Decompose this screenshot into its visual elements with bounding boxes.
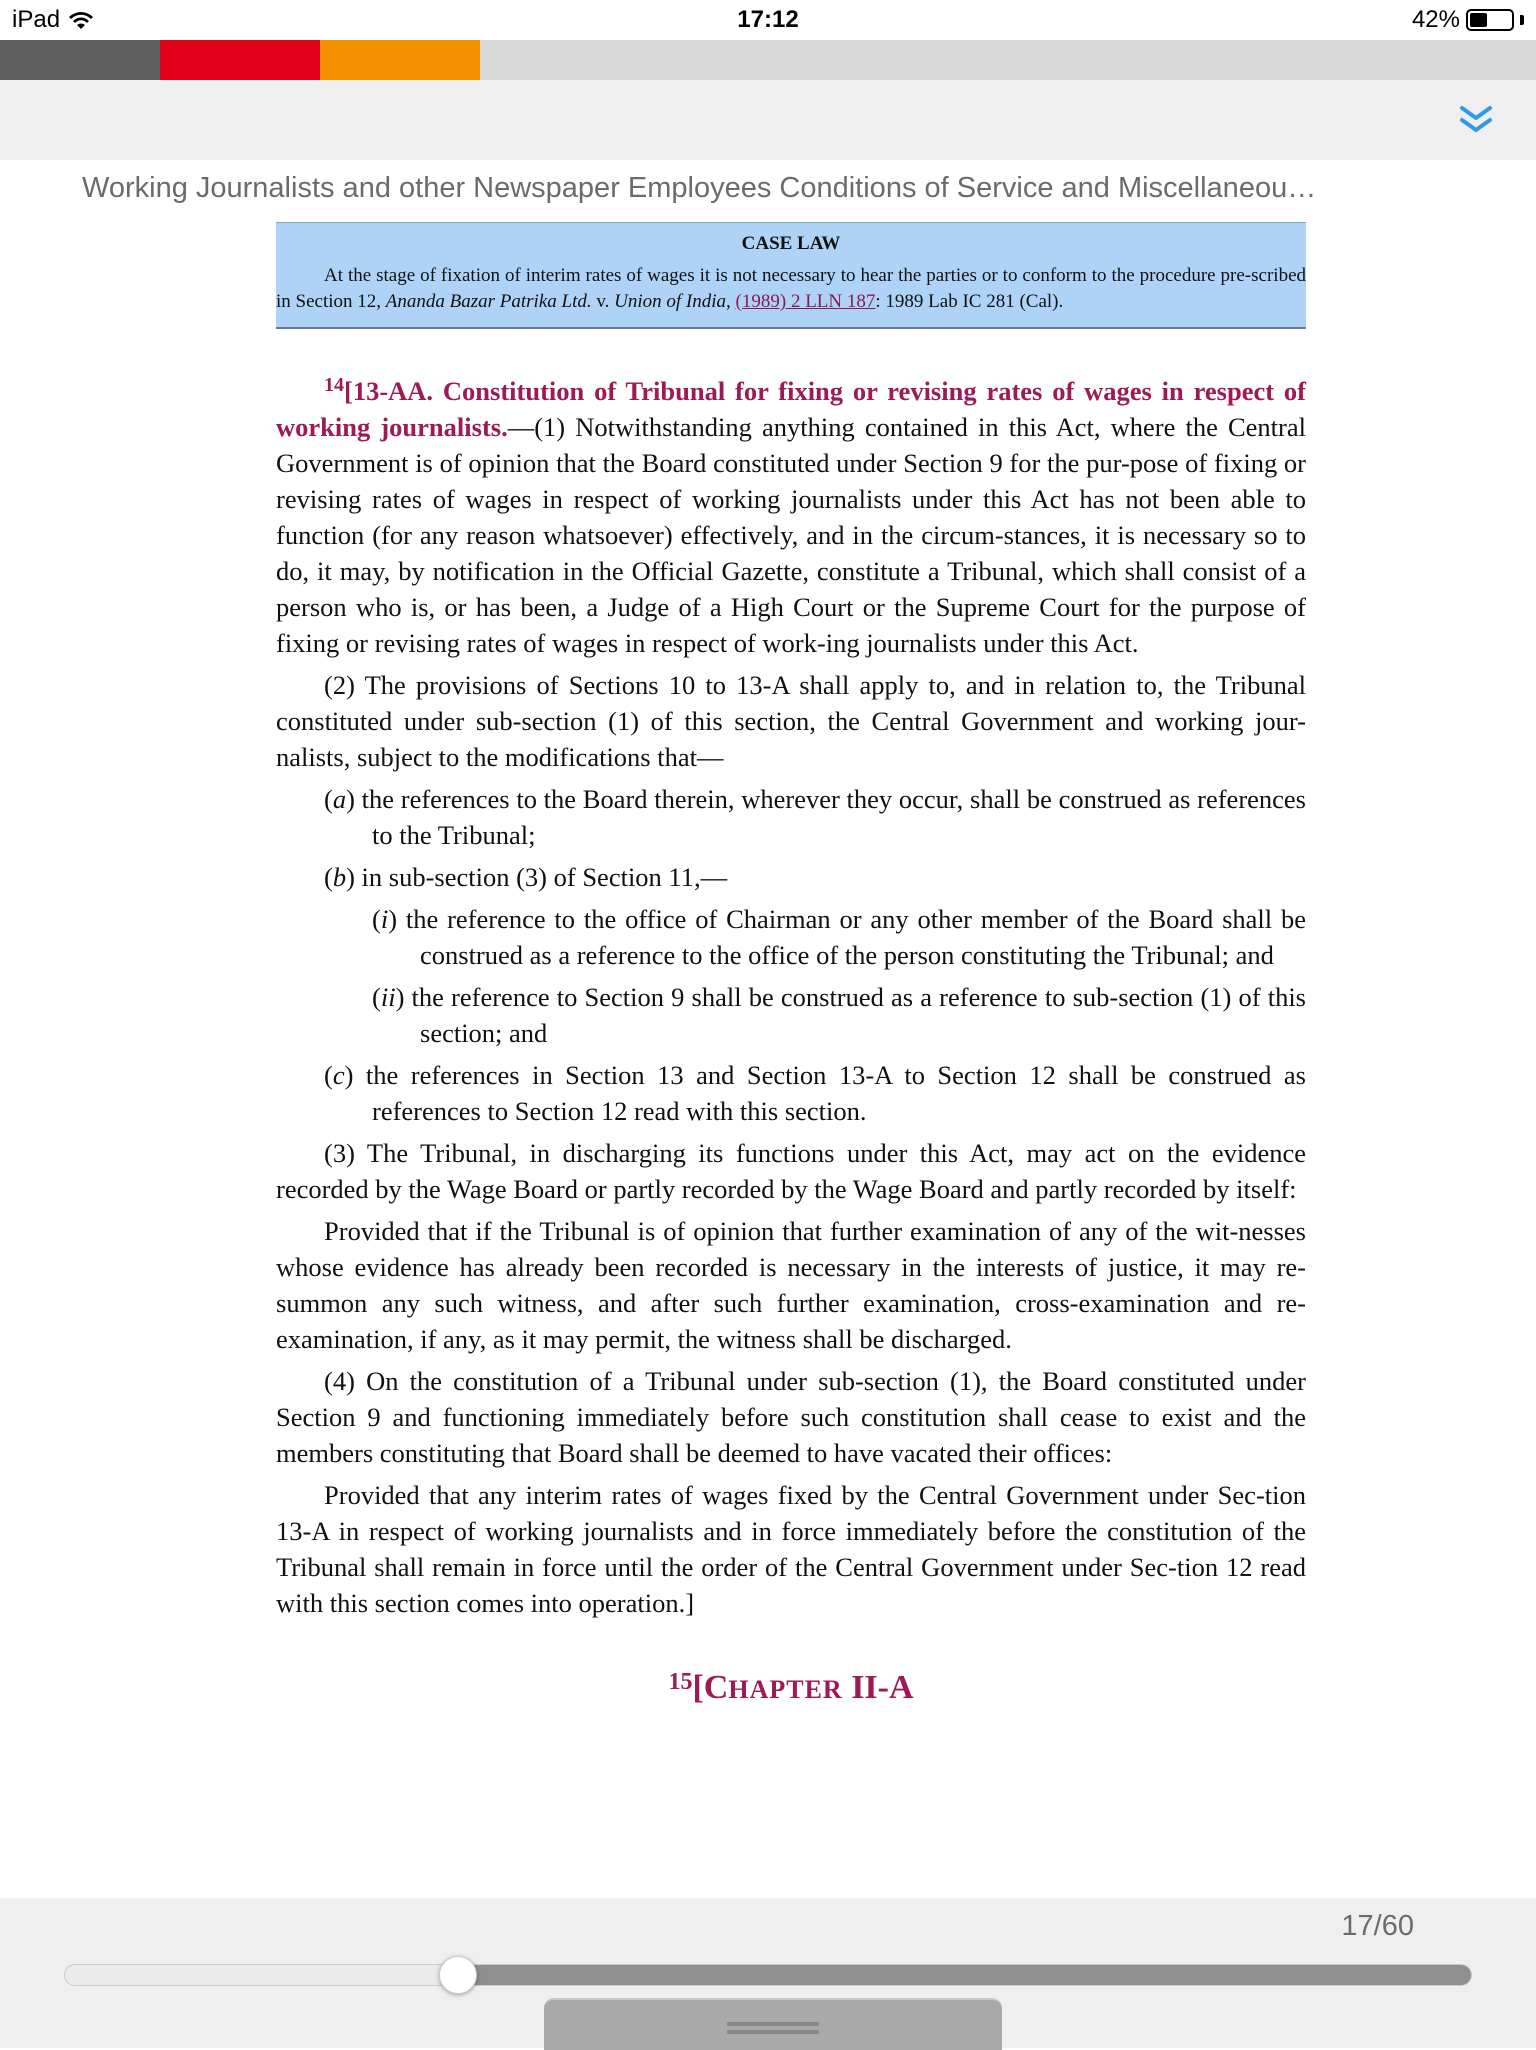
document-page: [276, 222, 1306, 1707]
page-number: 17/60: [1341, 1910, 1414, 1942]
chapter-number: II-A: [842, 1669, 914, 1706]
clause-b-ii: (ii) the reference to Section 9 shall be construed as a reference to sub-section (1) of this section; and: [372, 982, 1306, 1048]
clause-b-i: (i) the reference to the office of Chairman or any other member of the Board shall be construed as a reference to the office of the person constituting the Tribunal; and: [372, 904, 1306, 970]
clause-ii-label: ii: [380, 982, 396, 1012]
section-para-4: (4) On the constitution of a Tribunal under sub-section (1), the Board constituted under Section 9 and functioning immediately before such constitution shall cease to exist and the members constituting that Board shall be deemed to have vacated their offices:: [276, 1366, 1306, 1468]
section-heading: [13-AA. Constitution of Tribunal for fixing or revising rates of wages in respect of working journalists.: [276, 376, 1306, 442]
section-body: [276, 367, 1306, 1621]
chapter-first-letter: C: [703, 1669, 729, 1706]
clause-b-label: b: [332, 862, 347, 892]
clause-c-label: c: [332, 1060, 345, 1090]
status-bar: [0, 0, 1536, 40]
status-right: [1412, 6, 1524, 34]
battery-percent: 42%: [1411, 6, 1460, 33]
chapter-word: HAPTER: [728, 1675, 843, 1704]
clause-a-text: the references to the Board therein, wherever they occur, shall be construed as references to the Tribunal;: [354, 784, 1306, 850]
clause-i-text: the reference to the office of Chairman or any other member of the Board shall be construed as a reference to the office of the person constituting the Tribunal; and: [397, 904, 1306, 970]
battery-level: [1470, 13, 1487, 27]
case-law-text-1: At the stage of fixation of interim rates of wages it is not necessary to hear the parties or to conform to the procedure pre-scribed in Section 12,: [276, 265, 1306, 312]
section-para-1: [276, 367, 1306, 661]
battery-tip: [1520, 15, 1524, 25]
clause-i-label: i: [380, 904, 389, 934]
clause-ii-text: the reference to Section 9 shall be construed as a reference to sub-section (1) of this section; and: [404, 982, 1306, 1048]
drawer-handle[interactable]: [544, 1998, 1002, 2050]
section-para-4-proviso: Provided that any interim rates of wages fixed by the Central Government under Sec-tion 13-A in respect of working journalists and in force immediately before the constitution of the Tribunal shall remain in force until the order of the Central Government under Sec-tion 12 read with this section comes into operation.]: [276, 1480, 1306, 1618]
case-law-text: [276, 263, 1306, 315]
section-para-3: (3) The Tribunal, in discharging its functions under this Act, may act on the evidence recorded by the Wage Board or partly recorded by the Wage Board and partly recorded by itself:: [276, 1138, 1306, 1204]
chapter-bracket: [: [692, 1669, 704, 1706]
device-name: iPad: [12, 6, 61, 33]
footnote-marker-14[interactable]: 14: [324, 374, 344, 396]
clause-b: (b) in sub-section (3) of Section 11,—: [324, 862, 728, 892]
double-chevron-down-icon: [1458, 104, 1494, 136]
color-segment-1: [0, 40, 160, 80]
clause-a: (a) the references to the Board therein, wherever they occur, shall be construed as references to the Tribunal;: [324, 784, 1306, 850]
case-law-text-2: : 1989 Lab IC 281 (Cal).: [875, 291, 1064, 312]
chapter-heading: [276, 1669, 1306, 1707]
grip-line: [727, 2022, 819, 2026]
section-para-2: (2) The provisions of Sections 10 to 13-A shall apply to, and in relation to, the Tribunal constituted under sub-section (1) of this section, the Central Government and working jour-nalists, subject to the modifications that—: [276, 670, 1306, 772]
case-law-box: [276, 222, 1306, 329]
clause-c: (c) the references in Section 13 and Section 13-A to Section 12 shall be construed as references to Section 12 read with this section.: [324, 1060, 1306, 1126]
section-text-1: —(1) Notwithstanding anything contained in this Act, where the Central Government is of opinion that the Board constituted under Section 9 for the pur-pose of fixing or revising rates of wages in respect of working journalists under this Act has not been able to function (for any reason whatsoever) effectively, and in the circum-stances, it is necessary so to do, it may, by notification in the Official Gazette, constitute a Tribunal, which shall consist of a person who is, or has been, a Judge of a High Court or the Supreme Court for the purpose of fixing or revising rates of wages in respect of work-ing journalists under this Act.: [276, 412, 1306, 658]
page-slider-thumb[interactable]: [439, 1956, 477, 1994]
collapse-button[interactable]: [1446, 90, 1506, 150]
clause-b-text: in sub-section (3) of Section 11,—: [354, 862, 728, 892]
case-party-2: Union of India,: [614, 291, 731, 312]
case-name: Ananda Bazar Patrika Ltd.: [385, 291, 592, 312]
citation-link[interactable]: (1989) 2 LLN 187: [735, 291, 876, 312]
section-para-3-proviso: Provided that if the Tribunal is of opinion that further examination of any of the wit-nesses whose evidence has already been recorded is necessary in the interests of justice, it may re-summon any such witness, and after such further examination, cross-examination and re-examination, if any, as it may permit, the witness shall be discharged.: [276, 1216, 1306, 1354]
color-bar: [0, 40, 1536, 80]
document-title: Working Journalists and other Newspaper Employees Conditions of Service and Miscellaneou…: [82, 172, 1317, 204]
page-slider-track[interactable]: [64, 1964, 1472, 1986]
page-slider-remaining: [457, 1965, 1471, 1985]
case-law-heading: CASE LAW: [741, 233, 841, 254]
status-time: 17:12: [737, 6, 799, 33]
reader-toolbar: [0, 80, 1536, 160]
color-segment-2: [160, 40, 320, 80]
color-segment-3: [320, 40, 480, 80]
grip-line: [727, 2030, 819, 2034]
case-versus: v.: [591, 291, 615, 312]
footnote-marker-15[interactable]: 15: [668, 1669, 693, 1695]
clause-c-text: the references in Section 13 and Section 13-A to Section 12 shall be construed as references to Section 12 read with this section.: [353, 1060, 1306, 1126]
battery-icon: [1466, 9, 1514, 31]
clause-a-label: a: [332, 784, 347, 814]
